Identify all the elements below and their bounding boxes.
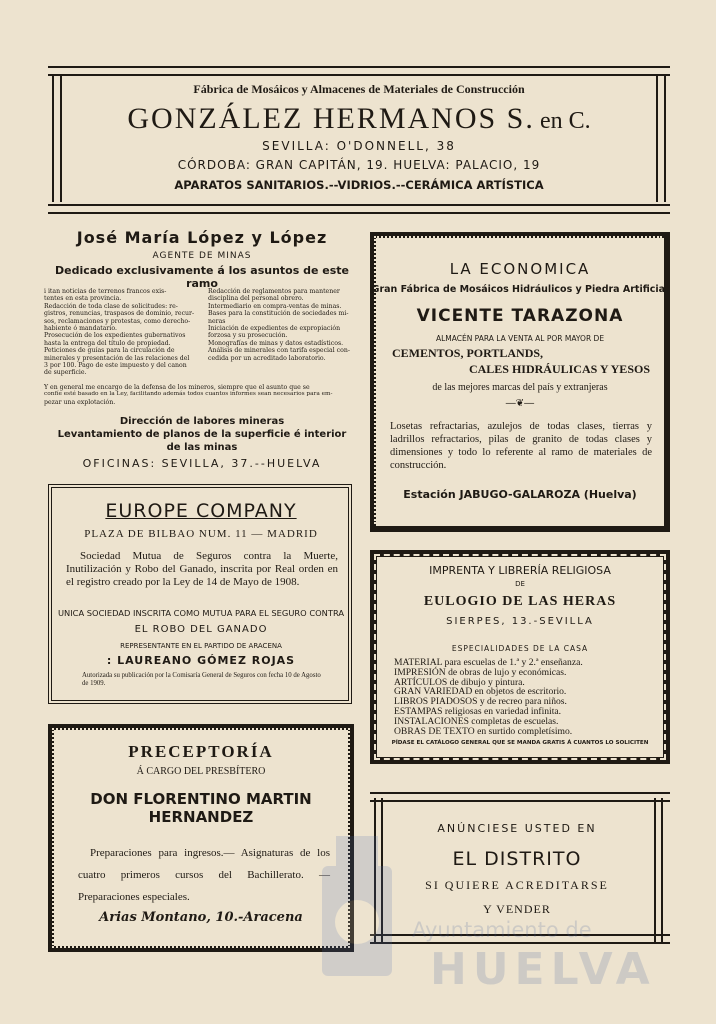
economica-sub: Gran Fábrica de Mosáicos Hidráulicos y Piedra Artificial (371, 284, 669, 295)
gonzalez-line1: Fábrica de Mosáicos y Almacenes de Materiales de Construcción (193, 82, 525, 96)
ad-imprenta (370, 550, 670, 764)
lopez-name: José María López y López (76, 228, 328, 247)
lopez-col2-line: Análisis de minerales con tarifa especial con- (208, 347, 350, 355)
europe-robo: EL ROBO DEL GANADO (134, 624, 268, 635)
lopez-para-line: confíe esté basado en la Ley, facilitando además todos cuantos informes sean necesarios para em- (44, 391, 333, 398)
europe-auth: Autorizada su publicación por la Comisaría General de Seguros con fecha 10 de Agosto de 1909. (82, 672, 321, 687)
preceptoria-title: PRECEPTORÍA (128, 742, 274, 761)
watermark-line2: HUELVA (430, 944, 656, 995)
top-rule (48, 66, 670, 76)
preceptoria-address: Arias Montano, 10.-Aracena (99, 910, 303, 925)
ad-la-economica (370, 232, 670, 532)
lopez-col1-line: sos, reclamaciones y protestas, como derecho- (44, 317, 191, 325)
distrito-name: EL DISTRITO (452, 848, 582, 870)
economica-cementos: CEMENTOS, PORTLANDS, (392, 346, 544, 360)
lopez-col1-line: tentes en esta provincia. (44, 295, 122, 303)
lopez-col2-line: forzosa y su prosecución. (208, 332, 288, 340)
lopez-col2-line: Intermediario en compra-ventas de minas. (208, 302, 342, 310)
imprenta-item: GRAN VARIEDAD en objetos de escritorio. (394, 686, 567, 698)
imprenta-item: IMPRESIÓN de obras de lujo y económicas. (394, 666, 567, 678)
lopez-para-line: pezar una explotación. (44, 398, 116, 406)
europe-unica: UNICA SOCIEDAD INSCRITA COMO MUTUA PARA EL SEGURO CONTRA (57, 608, 345, 618)
lopez-role: AGENTE DE MINAS (152, 251, 252, 261)
economica-title: LA ECONOMICA (449, 260, 591, 278)
gonzalez-suffix: en C. (539, 108, 591, 134)
europe-repr: REPRESENTANTE EN EL PARTIDO DE ARACENA (120, 642, 282, 650)
imprenta-esp: ESPECIALIDADES DE LA CASA (451, 644, 589, 653)
europe-address: PLAZA DE BILBAO NUM. 11 — MADRID (84, 528, 318, 540)
economica-frame-inner (374, 236, 662, 524)
imprenta-item: ESTAMPAS religiosas en variedad infinita. (394, 705, 562, 717)
distrito-line2: SI QUIERE ACREDITARSE (425, 878, 609, 892)
lopez-dir2: Levantamiento de planos de la superficie é interior (57, 429, 347, 440)
imprenta-de: DE (515, 580, 525, 588)
preceptoria-body: Preparaciones para ingresos.— Asignaturas de los cuatro primeros cursos del Bachillerato. — Preparaciones especiales. (78, 847, 330, 903)
imprenta-item: ARTÍCULOS de dibujo y pintura. (394, 676, 525, 688)
lopez-dir3: de las minas (166, 442, 238, 453)
distrito-left-rule (374, 798, 383, 942)
lopez-col2-line: disciplina del personal obrero. (208, 295, 304, 303)
imprenta-item: LIBROS PIADOSOS y de recreo para niños. (394, 696, 567, 708)
imprenta-title: IMPRENTA Y LIBRERÍA RELIGIOSA (429, 564, 611, 577)
economica-name: VICENTE TARAZONA (416, 306, 624, 326)
ad-preceptoria (48, 724, 354, 952)
imprenta-name: EULOGIO DE LAS HERAS (423, 594, 617, 609)
ad-el-distrito (370, 786, 670, 952)
ad-lopez (44, 224, 360, 474)
distrito-top-rule (370, 792, 670, 802)
gonzalez-products: APARATOS SANITARIOS.--VIDRIOS.--CERÁMICA ARTÍSTICA (174, 178, 544, 192)
ad-gonzalez-hermanos (48, 66, 670, 212)
gonzalez-cordoba: CÓRDOBA: GRAN CAPITÁN, 19. HUELVA: PALACIO, 19 (177, 158, 541, 172)
lopez-col2-line: Monografías de minas y datos estadísticos. (208, 339, 344, 347)
lopez-col1-line: i itan noticias de terrenos francos exis- (44, 288, 167, 295)
imprenta-item: MATERIAL para escuelas de 1.ª y 2.ª enseñanza. (394, 657, 583, 668)
economica-marcas: de las mejores marcas del país y extranjeras (432, 382, 608, 393)
lopez-dir1: Dirección de labores mineras (119, 416, 285, 427)
europe-title: EUROPE COMPANY (105, 500, 297, 522)
economica-station: Estación JABUGO-GALAROZA (Huelva) (403, 488, 637, 501)
lopez-col1-line: de superficie. (44, 369, 87, 377)
lopez-col2-line: neras (208, 317, 226, 325)
imprenta-address: SIERPES, 13.-SEVILLA (446, 616, 594, 627)
ad-europe-company (48, 484, 354, 706)
lopez-col2-line: Iniciación de expedientes de expropiación (208, 325, 341, 333)
lopez-col1-line: 3 por 100. Pago de este impuesto y del canon (44, 362, 187, 370)
watermark-line1: Ayuntamiento de (412, 918, 592, 942)
lopez-col1-line: hasta la entrega del título de propiedad. (44, 339, 171, 347)
lopez-para-line: Y en general me encargo de la defensa de los mineros, siempre que el asunto que se (44, 384, 310, 391)
distrito-line3: Y VENDER (483, 902, 551, 916)
economica-almacen: ALMACÉN PARA LA VENTA AL POR MAYOR DE (435, 334, 605, 343)
preceptoria-cargo: Á CARGO DEL PRESBÍTERO (136, 766, 266, 777)
europe-body: Sociedad Mutua de Seguros contra la Muerte, Inutilización y Robo del Ganado, inscrita por Real orden en el registro creado por la Ley de 14 de Mayo de 1908. (66, 550, 338, 588)
bottom-rule (48, 204, 670, 214)
imprenta-item: INSTALACIONES completas de escuelas. (394, 715, 559, 727)
lopez-col2 (208, 288, 360, 362)
distrito-bottom-rule (370, 934, 670, 944)
lopez-col1 (44, 288, 199, 377)
lopez-office: OFICINAS: SEVILLA, 37.--HUELVA (82, 457, 322, 470)
lopez-col2-line: Redacción de reglamentos para mantener (208, 288, 340, 295)
lopez-col2-line: Bases para la constitución de sociedades mi- (208, 310, 349, 318)
lopez-col1-line: Redacción de toda clase de solicitudes: re- (44, 302, 178, 310)
lopez-col1-line: gistros, renuncias, traspasos de dominio, recur- (44, 310, 195, 318)
gonzalez-name-row (48, 102, 670, 136)
europe-agent: : LAUREANO GÓMEZ ROJAS (106, 654, 296, 667)
lopez-col1-line: Prosecución de los expedientes gubernativos (44, 332, 186, 340)
gonzalez-name: GONZÁLEZ HERMANOS S. (127, 102, 535, 135)
lopez-col1-line: habiente ó mandatario. (44, 325, 117, 333)
economica-ornament: ―❦― (505, 398, 535, 409)
lopez-col2-line: cedida por un acreditado laboratorio. (208, 354, 326, 362)
imprenta-list (394, 658, 654, 736)
distrito-line1: ANÚNCIESE USTED EN (437, 822, 597, 835)
distrito-right-rule (654, 798, 663, 942)
gonzalez-sevilla: SEVILLA: O'DONNELL, 38 (262, 139, 456, 153)
lopez-tagline: Dedicado exclusivamente á los asuntos de este ramo (54, 264, 349, 290)
lopez-col1-line: Peticiones de guías para la circulación de (44, 347, 175, 355)
lopez-col1-line: minerales y presentación de las relaciones del (44, 354, 190, 362)
imprenta-item: OBRAS DE TEXTO en surtido completísimo. (394, 725, 573, 737)
lopez-para (44, 384, 360, 406)
economica-body: Losetas refractarias, azulejos de todas clases, tierras y ladrillos refractarios, pilas de granito de todas clases y dimensiones y todo lo referente al ramo de materiales de construcción. (390, 421, 652, 471)
imprenta-catalog: PÍDASE EL CATÁLOGO GENERAL QUE SE MANDA GRATIS Á CUANTOS LO SOLICITEN (391, 740, 649, 746)
economica-cales: CALES HIDRÁULICAS Y YESOS (468, 362, 650, 376)
preceptoria-name: DON FLORENTINO MARTIN HERNANDEZ (90, 790, 312, 826)
